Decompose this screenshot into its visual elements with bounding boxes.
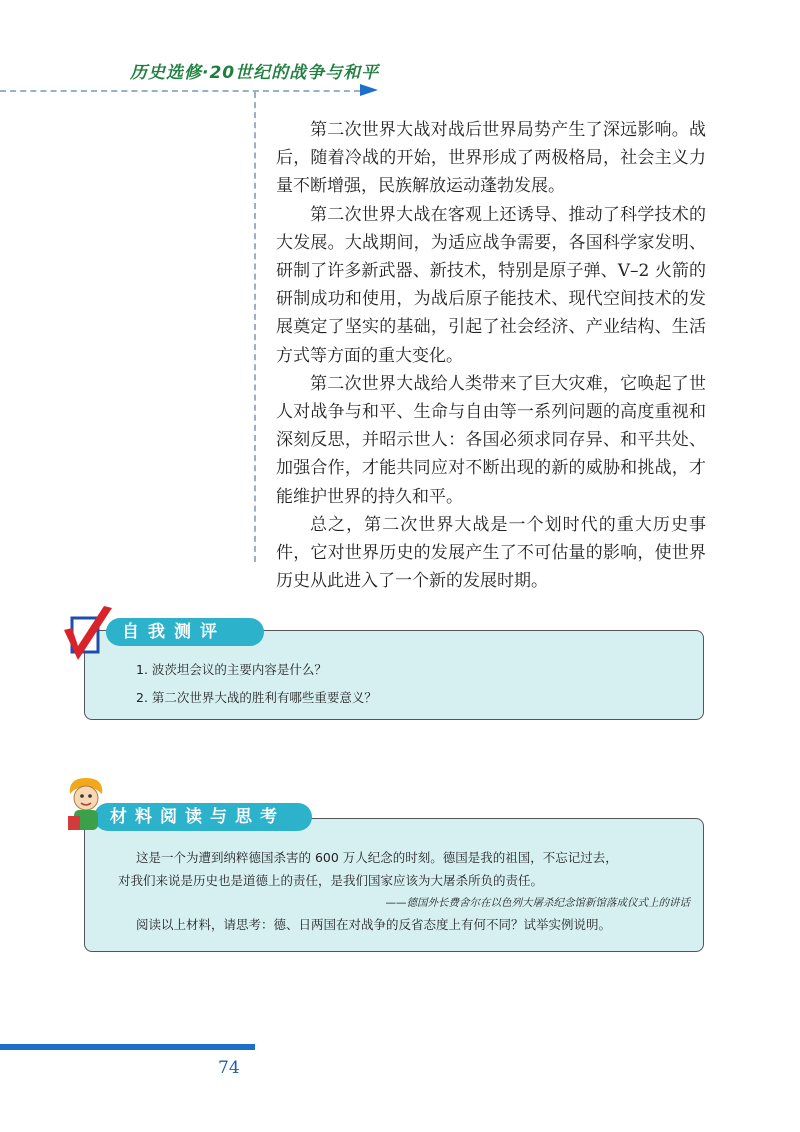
paragraph: 总之，第二次世界大战是一个划时代的重大历史事件，它对世界历史的发展产生了不可估量的影响，使世界历史从此进入了一个新的发展时期。 bbox=[276, 514, 706, 592]
page-number: 74 bbox=[218, 1058, 240, 1078]
margin-divider bbox=[254, 92, 256, 562]
student-mascot-icon bbox=[64, 774, 108, 834]
reading-line: 这是一个为遭到纳粹德国杀害的 600 万人纪念的时刻。德国是我的祖国，不忘记过去， bbox=[136, 850, 618, 865]
checkmark-icon bbox=[58, 604, 118, 666]
reading-title: 材料阅读与思考 bbox=[94, 803, 312, 831]
paragraph: 第二次世界大战对战后世界局势产生了深远影响。战后，随着冷战的开始，世界形成了两极格局，社会主义力量不断增强，民族解放运动蓬勃发展。 bbox=[276, 120, 706, 197]
paragraph: 第二次世界大战在客观上还诱导、推动了科学技术的大发展。大战期间，为适应战争需要，各国科学家发明、研制了许多新武器、新技术，特别是原子弹、V–2 火箭的研制成功和使用，为战后原子能技术、现代空间技术的发展奠定了坚实的基础，引起了社会经济、产业结构、生活方式等方面的重大变化。 bbox=[276, 204, 706, 366]
header-title: 历史选修·20世纪的战争与和平 bbox=[130, 63, 380, 83]
paragraph: 第二次世界大战给人类带来了巨大灾难，它唤起了世人对战争与和平、生命与自由等一系列问题的高度重视和深刻反思，并昭示世人：各国必须求同存异、和平共处、加强合作，才能共同应对不断出现的新的威胁和挑战，才能维护世界的持久和平。 bbox=[276, 373, 706, 507]
reading-question: 阅读以上材料，请思考：德、日两国在对战争的反省态度上有何不同？试举实例说明。 bbox=[136, 917, 612, 932]
self-test-title: 自我测评 bbox=[106, 618, 264, 646]
footer-bar bbox=[0, 1044, 255, 1050]
reading-line: 对我们来说是历史也是道德上的责任，是我们国家应该为大屠杀所负的责任。 bbox=[118, 873, 544, 888]
question-item: 2. 第二次世界大战的胜利有哪些重要意义？ bbox=[136, 690, 377, 705]
arrow-right-icon bbox=[360, 84, 378, 96]
main-text bbox=[276, 116, 706, 595]
question-item: 1. 波茨坦会议的主要内容是什么？ bbox=[136, 662, 327, 677]
header-divider bbox=[0, 90, 360, 92]
reading-source: ——德国外长费舍尔在以色列大屠杀纪念馆新馆落成仪式上的讲话 bbox=[385, 897, 690, 909]
